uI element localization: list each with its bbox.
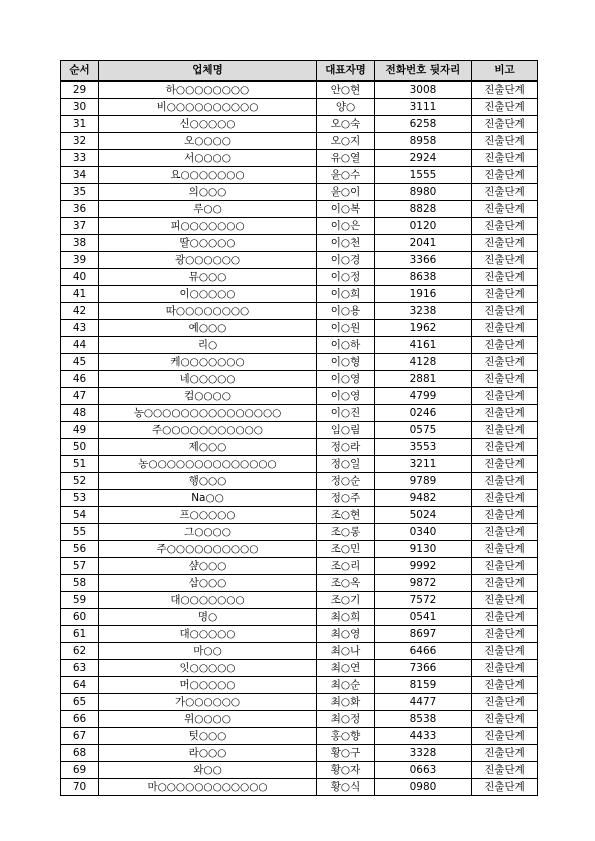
cell-company-name: 오○○○○ — [99, 133, 317, 150]
cell-order: 51 — [61, 456, 99, 473]
cell-phone-last-digits: 4477 — [375, 694, 472, 711]
header-row — [61, 61, 538, 82]
cell-order: 63 — [61, 660, 99, 677]
cell-phone-last-digits: 3553 — [375, 439, 472, 456]
cell-representative: 최○순 — [317, 677, 375, 694]
cell-note: 진출단계 — [472, 711, 538, 728]
cell-order: 60 — [61, 609, 99, 626]
cell-order: 52 — [61, 473, 99, 490]
cell-phone-last-digits: 9992 — [375, 558, 472, 575]
cell-order: 68 — [61, 745, 99, 762]
cell-phone-last-digits: 2041 — [375, 235, 472, 252]
cell-order: 34 — [61, 167, 99, 184]
table-row — [61, 456, 538, 473]
table-row — [61, 745, 538, 762]
cell-note: 진출단계 — [472, 252, 538, 269]
cell-phone-last-digits: 6258 — [375, 116, 472, 133]
cell-note: 진출단계 — [472, 81, 538, 99]
cell-phone-last-digits: 0663 — [375, 762, 472, 779]
cell-order: 57 — [61, 558, 99, 575]
table-row — [61, 320, 538, 337]
cell-note: 진출단계 — [472, 405, 538, 422]
cell-representative: 이○정 — [317, 269, 375, 286]
cell-note: 진출단계 — [472, 184, 538, 201]
cell-phone-last-digits: 9130 — [375, 541, 472, 558]
cell-order: 33 — [61, 150, 99, 167]
cell-phone-last-digits: 9482 — [375, 490, 472, 507]
table-row — [61, 524, 538, 541]
table-row — [61, 337, 538, 354]
cell-note: 진출단계 — [472, 490, 538, 507]
table-row — [61, 643, 538, 660]
cell-company-name: 마○○○○○○○○○○○○ — [99, 779, 317, 796]
table-row — [61, 592, 538, 609]
table-row — [61, 286, 538, 303]
cell-company-name: 위○○○○ — [99, 711, 317, 728]
table-row — [61, 81, 538, 99]
cell-phone-last-digits: 0246 — [375, 405, 472, 422]
cell-order: 48 — [61, 405, 99, 422]
cell-note: 진출단계 — [472, 167, 538, 184]
cell-company-name: 마○○ — [99, 643, 317, 660]
cell-company-name: 피○○○○○○○ — [99, 218, 317, 235]
column-header-representative: 대표자명 — [317, 61, 375, 82]
cell-representative: 이○진 — [317, 405, 375, 422]
table-row — [61, 626, 538, 643]
cell-representative: 최○영 — [317, 626, 375, 643]
cell-order: 62 — [61, 643, 99, 660]
cell-phone-last-digits: 1962 — [375, 320, 472, 337]
cell-company-name: 농○○○○○○○○○○○○○○ — [99, 456, 317, 473]
table-row — [61, 439, 538, 456]
cell-phone-last-digits: 6466 — [375, 643, 472, 660]
cell-order: 66 — [61, 711, 99, 728]
cell-company-name: 행○○○ — [99, 473, 317, 490]
cell-phone-last-digits: 3211 — [375, 456, 472, 473]
cell-representative: 최○희 — [317, 609, 375, 626]
table-row — [61, 660, 538, 677]
cell-phone-last-digits: 8980 — [375, 184, 472, 201]
cell-note: 진출단계 — [472, 575, 538, 592]
cell-representative: 이○천 — [317, 235, 375, 252]
cell-order: 31 — [61, 116, 99, 133]
table-row — [61, 150, 538, 167]
cell-note: 진출단계 — [472, 456, 538, 473]
cell-company-name: 텃○○○ — [99, 728, 317, 745]
cell-representative: 이○형 — [317, 354, 375, 371]
cell-representative: 조○옥 — [317, 575, 375, 592]
cell-order: 45 — [61, 354, 99, 371]
cell-company-name: 와○○ — [99, 762, 317, 779]
cell-phone-last-digits: 8159 — [375, 677, 472, 694]
cell-company-name: 요○○○○○○○ — [99, 167, 317, 184]
cell-phone-last-digits: 0575 — [375, 422, 472, 439]
table-row — [61, 388, 538, 405]
cell-representative: 조○롱 — [317, 524, 375, 541]
cell-order: 53 — [61, 490, 99, 507]
cell-order: 61 — [61, 626, 99, 643]
cell-note: 진출단계 — [472, 762, 538, 779]
cell-order: 55 — [61, 524, 99, 541]
cell-note: 진출단계 — [472, 626, 538, 643]
cell-phone-last-digits: 4799 — [375, 388, 472, 405]
cell-note: 진출단계 — [472, 201, 538, 218]
cell-representative: 최○화 — [317, 694, 375, 711]
column-header-phone-last-digits: 전화번호 뒷자리 — [375, 61, 472, 82]
table-row — [61, 694, 538, 711]
cell-company-name: 프○○○○○ — [99, 507, 317, 524]
table-row — [61, 303, 538, 320]
cell-phone-last-digits: 5024 — [375, 507, 472, 524]
cell-company-name: 따○○○○○○○○ — [99, 303, 317, 320]
cell-phone-last-digits: 8958 — [375, 133, 472, 150]
cell-note: 진출단계 — [472, 150, 538, 167]
cell-representative: 홍○향 — [317, 728, 375, 745]
cell-representative: 정○라 — [317, 439, 375, 456]
cell-company-name: 뮤○○○ — [99, 269, 317, 286]
table-row — [61, 405, 538, 422]
cell-company-name: 그○○○○ — [99, 524, 317, 541]
table-row — [61, 541, 538, 558]
cell-order: 30 — [61, 99, 99, 116]
cell-representative: 양○ — [317, 99, 375, 116]
cell-note: 진출단계 — [472, 439, 538, 456]
cell-note: 진출단계 — [472, 286, 538, 303]
cell-note: 진출단계 — [472, 133, 538, 150]
cell-representative: 이○하 — [317, 337, 375, 354]
cell-company-name: 명○ — [99, 609, 317, 626]
cell-note: 진출단계 — [472, 99, 538, 116]
cell-order: 59 — [61, 592, 99, 609]
cell-company-name: 하○○○○○○○○ — [99, 81, 317, 99]
cell-representative: 조○현 — [317, 507, 375, 524]
cell-order: 54 — [61, 507, 99, 524]
cell-note: 진출단계 — [472, 779, 538, 796]
cell-phone-last-digits: 7366 — [375, 660, 472, 677]
cell-order: 32 — [61, 133, 99, 150]
cell-representative: 정○일 — [317, 456, 375, 473]
cell-representative: 이○용 — [317, 303, 375, 320]
cell-company-name: 대○○○○○○○ — [99, 592, 317, 609]
cell-representative: 임○림 — [317, 422, 375, 439]
cell-phone-last-digits: 0541 — [375, 609, 472, 626]
table-row — [61, 609, 538, 626]
cell-note: 진출단계 — [472, 116, 538, 133]
cell-order: 40 — [61, 269, 99, 286]
cell-note: 진출단계 — [472, 269, 538, 286]
cell-note: 진출단계 — [472, 320, 538, 337]
table-row — [61, 218, 538, 235]
cell-phone-last-digits: 8697 — [375, 626, 472, 643]
cell-representative: 황○자 — [317, 762, 375, 779]
cell-representative: 조○기 — [317, 592, 375, 609]
cell-representative: 이○영 — [317, 371, 375, 388]
cell-company-name: 대○○○○○ — [99, 626, 317, 643]
cell-phone-last-digits: 8638 — [375, 269, 472, 286]
cell-note: 진출단계 — [472, 371, 538, 388]
cell-order: 64 — [61, 677, 99, 694]
cell-order: 42 — [61, 303, 99, 320]
cell-representative: 이○희 — [317, 286, 375, 303]
cell-note: 진출단계 — [472, 507, 538, 524]
cell-order: 43 — [61, 320, 99, 337]
cell-representative: 이○영 — [317, 388, 375, 405]
cell-order: 46 — [61, 371, 99, 388]
cell-company-name: 샾○○○ — [99, 558, 317, 575]
cell-note: 진출단계 — [472, 660, 538, 677]
table-row — [61, 558, 538, 575]
table-row — [61, 677, 538, 694]
cell-representative: 조○민 — [317, 541, 375, 558]
cell-order: 39 — [61, 252, 99, 269]
cell-note: 진출단계 — [472, 694, 538, 711]
cell-company-name: 주○○○○○○○○○○ — [99, 541, 317, 558]
cell-order: 36 — [61, 201, 99, 218]
cell-phone-last-digits: 2924 — [375, 150, 472, 167]
cell-phone-last-digits: 3366 — [375, 252, 472, 269]
cell-note: 진출단계 — [472, 473, 538, 490]
cell-company-name: 루○○ — [99, 201, 317, 218]
table-row — [61, 422, 538, 439]
cell-note: 진출단계 — [472, 541, 538, 558]
cell-note: 진출단계 — [472, 643, 538, 660]
cell-representative: 오○지 — [317, 133, 375, 150]
cell-representative: 안○현 — [317, 81, 375, 99]
cell-company-name: 케○○○○○○○ — [99, 354, 317, 371]
cell-representative: 최○연 — [317, 660, 375, 677]
cell-representative: 오○숙 — [317, 116, 375, 133]
cell-order: 67 — [61, 728, 99, 745]
cell-company-name: 농○○○○○○○○○○○○○○○ — [99, 405, 317, 422]
cell-company-name: 라○○○ — [99, 745, 317, 762]
cell-note: 진출단계 — [472, 558, 538, 575]
cell-representative: 윤○이 — [317, 184, 375, 201]
cell-phone-last-digits: 3008 — [375, 81, 472, 99]
cell-order: 49 — [61, 422, 99, 439]
table-row — [61, 779, 538, 796]
cell-company-name: 컴○○○○ — [99, 388, 317, 405]
cell-phone-last-digits: 0120 — [375, 218, 472, 235]
cell-representative: 이○복 — [317, 201, 375, 218]
table-body — [61, 81, 538, 796]
cell-representative: 조○리 — [317, 558, 375, 575]
cell-company-name: 제○○○ — [99, 439, 317, 456]
cell-representative: 이○은 — [317, 218, 375, 235]
cell-order: 56 — [61, 541, 99, 558]
table-row — [61, 269, 538, 286]
cell-phone-last-digits: 2881 — [375, 371, 472, 388]
table-row — [61, 201, 538, 218]
table-row — [61, 507, 538, 524]
cell-order: 69 — [61, 762, 99, 779]
table-row — [61, 728, 538, 745]
cell-note: 진출단계 — [472, 592, 538, 609]
cell-company-name: 가○○○○○○ — [99, 694, 317, 711]
cell-company-name: 딸○○○○○ — [99, 235, 317, 252]
cell-company-name: 비○○○○○○○○○○ — [99, 99, 317, 116]
cell-phone-last-digits: 8538 — [375, 711, 472, 728]
cell-note: 진출단계 — [472, 677, 538, 694]
cell-representative: 최○나 — [317, 643, 375, 660]
column-header-order: 순서 — [61, 61, 99, 82]
cell-note: 진출단계 — [472, 337, 538, 354]
cell-representative: 이○원 — [317, 320, 375, 337]
table-header — [61, 61, 538, 82]
cell-order: 37 — [61, 218, 99, 235]
cell-order: 47 — [61, 388, 99, 405]
cell-company-name: Na○○ — [99, 490, 317, 507]
cell-company-name: 서○○○○ — [99, 150, 317, 167]
cell-phone-last-digits: 4128 — [375, 354, 472, 371]
cell-representative: 황○식 — [317, 779, 375, 796]
cell-order: 70 — [61, 779, 99, 796]
cell-phone-last-digits: 1916 — [375, 286, 472, 303]
table-row — [61, 371, 538, 388]
cell-phone-last-digits: 0980 — [375, 779, 472, 796]
cell-order: 65 — [61, 694, 99, 711]
cell-phone-last-digits: 3111 — [375, 99, 472, 116]
cell-order: 38 — [61, 235, 99, 252]
cell-note: 진출단계 — [472, 388, 538, 405]
table-row — [61, 184, 538, 201]
cell-phone-last-digits: 4433 — [375, 728, 472, 745]
cell-company-name: 주○○○○○○○○○○○ — [99, 422, 317, 439]
cell-order: 41 — [61, 286, 99, 303]
table-row — [61, 762, 538, 779]
cell-order: 58 — [61, 575, 99, 592]
cell-phone-last-digits: 7572 — [375, 592, 472, 609]
table-row — [61, 354, 538, 371]
table-row — [61, 490, 538, 507]
cell-order: 50 — [61, 439, 99, 456]
cell-company-name: 머○○○○○ — [99, 677, 317, 694]
cell-note: 진출단계 — [472, 728, 538, 745]
cell-company-name: 광○○○○○○ — [99, 252, 317, 269]
table-row — [61, 575, 538, 592]
cell-phone-last-digits: 8828 — [375, 201, 472, 218]
cell-representative: 이○경 — [317, 252, 375, 269]
cell-company-name: 이○○○○○ — [99, 286, 317, 303]
cell-company-name: 네○○○○○ — [99, 371, 317, 388]
cell-representative: 윤○수 — [317, 167, 375, 184]
cell-representative: 황○구 — [317, 745, 375, 762]
company-roster-table — [60, 60, 538, 796]
cell-representative: 유○열 — [317, 150, 375, 167]
cell-phone-last-digits: 3328 — [375, 745, 472, 762]
table-row — [61, 99, 538, 116]
cell-company-name: 리○ — [99, 337, 317, 354]
cell-company-name: 예○○○ — [99, 320, 317, 337]
cell-note: 진출단계 — [472, 354, 538, 371]
column-header-company-name: 업체명 — [99, 61, 317, 82]
table-row — [61, 252, 538, 269]
cell-representative: 정○주 — [317, 490, 375, 507]
cell-phone-last-digits: 4161 — [375, 337, 472, 354]
cell-note: 진출단계 — [472, 609, 538, 626]
cell-company-name: 신○○○○○ — [99, 116, 317, 133]
table-row — [61, 167, 538, 184]
cell-note: 진출단계 — [472, 303, 538, 320]
table-row — [61, 133, 538, 150]
cell-phone-last-digits: 1555 — [375, 167, 472, 184]
cell-company-name: 의○○○ — [99, 184, 317, 201]
cell-note: 진출단계 — [472, 524, 538, 541]
cell-phone-last-digits: 3238 — [375, 303, 472, 320]
cell-order: 44 — [61, 337, 99, 354]
cell-order: 29 — [61, 81, 99, 99]
cell-representative: 정○순 — [317, 473, 375, 490]
cell-note: 진출단계 — [472, 235, 538, 252]
cell-company-name: 삼○○○ — [99, 575, 317, 592]
cell-note: 진출단계 — [472, 422, 538, 439]
table-row — [61, 711, 538, 728]
cell-note: 진출단계 — [472, 745, 538, 762]
table-row — [61, 235, 538, 252]
cell-company-name: 잇○○○○○ — [99, 660, 317, 677]
cell-representative: 최○정 — [317, 711, 375, 728]
column-header-note: 비고 — [472, 61, 538, 82]
cell-phone-last-digits: 9872 — [375, 575, 472, 592]
table-row — [61, 473, 538, 490]
table-row — [61, 116, 538, 133]
cell-phone-last-digits: 0340 — [375, 524, 472, 541]
cell-phone-last-digits: 9789 — [375, 473, 472, 490]
cell-order: 35 — [61, 184, 99, 201]
cell-note: 진출단계 — [472, 218, 538, 235]
